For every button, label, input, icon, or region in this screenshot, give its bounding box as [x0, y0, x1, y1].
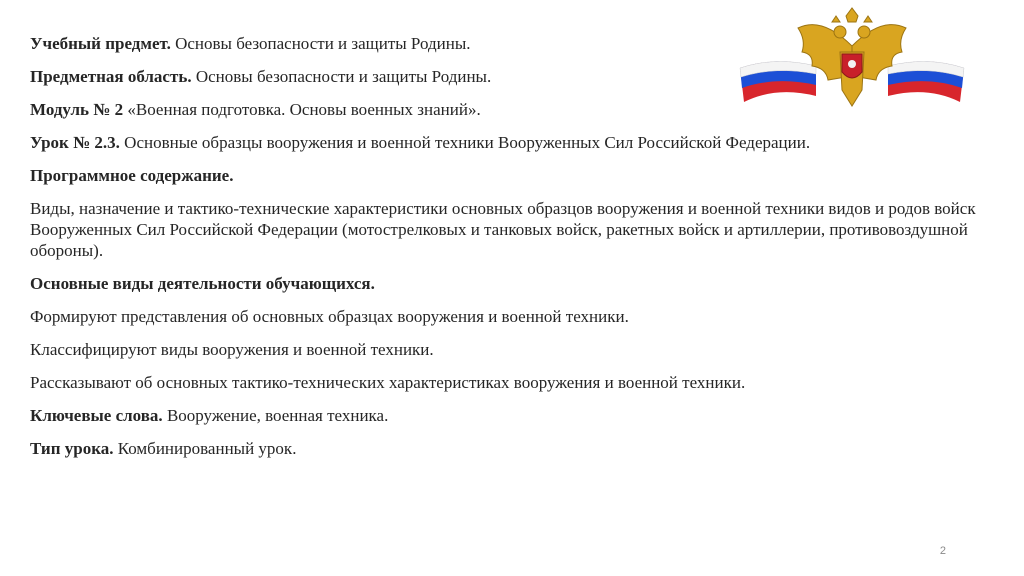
lesson-type-line: Тип урока. Комбинированный урок.: [30, 439, 297, 458]
lesson-line: Урок № 2.3. Основные образцы вооружения и военной техники Вооруженных Сил Российской Федерации.: [30, 133, 811, 152]
activity-item: Классифицируют виды вооружения и военной техники.: [30, 340, 434, 359]
module-line: Модуль № 2 «Военная подготовка. Основы военных знаний».: [30, 100, 481, 119]
subject-area-line: Предметная область. Основы безопасности и защиты Родины.: [30, 67, 492, 86]
lesson-info: [30, 33, 990, 471]
page-number: 2: [939, 545, 946, 557]
program-content-text: Виды, назначение и тактико-технические характеристики основных образцов вооружения и военной техники видов и родов войск Вооруженных Сил Российской Федерации (мотострелковых и танковых войск, ракетных войск и артиллерии, противовоздушной обороны).: [30, 199, 976, 260]
activity-item: Рассказывают об основных тактико-технических характеристиках вооружения и военной техники.: [30, 373, 746, 392]
activities-heading: Основные виды деятельности обучающихся.: [30, 274, 375, 293]
subject-line: Учебный предмет. Основы безопасности и защиты Родины.: [30, 34, 471, 53]
program-content-heading: Программное содержание.: [30, 166, 234, 185]
keywords-line: Ключевые слова. Вооружение, военная техника.: [30, 406, 389, 425]
activity-item: Формируют представления об основных образцах вооружения и военной техники.: [30, 307, 629, 326]
